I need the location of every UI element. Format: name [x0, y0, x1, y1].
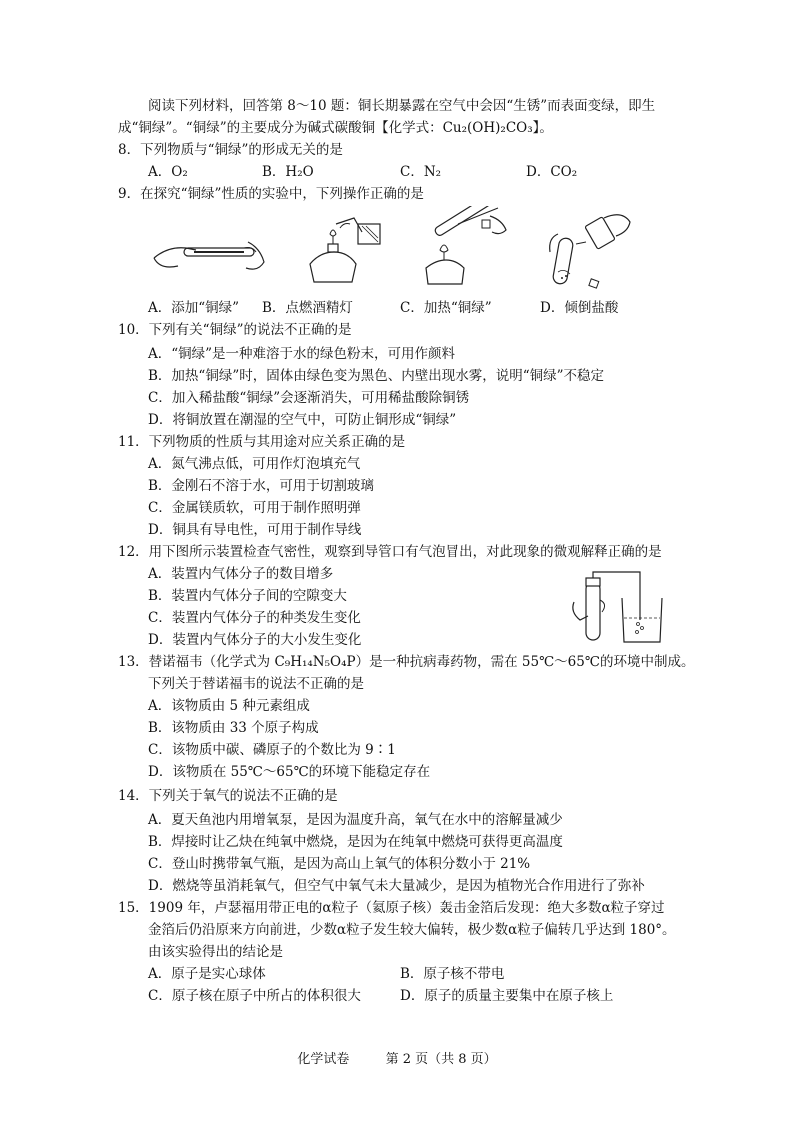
- q9-option-c: C．加热“铜绿”: [400, 300, 492, 316]
- q9-stem: 9．在探究“铜绿”性质的实验中，下列操作正确的是: [118, 186, 424, 202]
- intro-line-2: 成“铜绿”。“铜绿”的主要成分为碱式碳酸铜【化学式：Cu₂(OH)₂CO₃】。: [118, 120, 553, 136]
- q11-option-b: B．金刚石不溶于水，可用于切割玻璃: [148, 478, 374, 494]
- q15-option-c: C．原子核在原子中所占的体积很大: [148, 988, 361, 1004]
- light-alcohol-lamp-figure: [300, 214, 388, 284]
- q8-option-a: A．O₂: [148, 164, 188, 180]
- page-footer: [0, 1048, 794, 1067]
- q8-option-d: D．CO₂: [526, 164, 578, 180]
- q14-stem: 14．下列关于氧气的说法不正确的是: [118, 788, 338, 804]
- q12-option-d: D．装置内气体分子的大小发生变化: [148, 632, 362, 648]
- q13-stem-line-2: 下列关于替诺福韦的说法不正确的是: [148, 676, 364, 692]
- airtightness-apparatus-figure: [566, 568, 666, 648]
- q11-stem: 11．下列物质的性质与其用途对应关系正确的是: [118, 434, 406, 450]
- q10-option-b: B．加热“铜绿”时，固体由绿色变为黑色、内壁出现水雾，说明“铜绿”不稳定: [148, 368, 605, 384]
- q13-option-b: B．该物质由 33 个原子构成: [148, 720, 319, 736]
- q11-option-d: D．铜具有导电性，可用于制作导线: [148, 522, 362, 538]
- intro-line-1: 阅读下列材料，回答第 8～10 题：铜长期暴露在空气中会因“生锈”而表面变绿，即生: [148, 98, 656, 114]
- pour-hydrochloric-acid-figure: [546, 208, 636, 292]
- q15-stem-line-2: 金箔后仍沿原来方向前进，少数α粒子发生较大偏转，极少数α粒子偏转几乎达到 180°。: [148, 922, 676, 938]
- q14-option-b: B．焊接时让乙炔在纯氧中燃烧，是因为在纯氧中燃烧可获得更高温度: [148, 834, 563, 850]
- q13-option-c: C．该物质中碳、磷原子的个数比为 9∶1: [148, 742, 396, 758]
- q12-option-c: C．装置内气体分子的种类发生变化: [148, 610, 361, 626]
- q9-option-d: D．倾倒盐酸: [540, 300, 619, 316]
- q15-option-a: A．原子是实心球体: [148, 966, 266, 982]
- q15-stem-line-3: 由该实验得出的结论是: [148, 944, 283, 960]
- q14-option-a: A．夏天鱼池内用增氧泵，是因为温度升高，氧气在水中的溶解量减少: [148, 812, 563, 828]
- footer-subject: 化学试卷: [297, 1052, 350, 1067]
- q10-stem: 10．下列有关“铜绿”的说法不正确的是: [118, 322, 352, 338]
- q13-option-a: A．该物质由 5 种元素组成: [148, 698, 310, 714]
- footer-page-number: 第 2 页（共 8 页）: [385, 1052, 497, 1067]
- q12-option-b: B．装置内气体分子间的空隙变大: [148, 588, 347, 604]
- q12-option-a: A．装置内气体分子的数目增多: [148, 566, 334, 582]
- add-copper-green-figure: [148, 218, 270, 282]
- heat-copper-green-figure: [418, 206, 514, 286]
- q11-option-c: C．金属镁质软，可用于制作照明弹: [148, 500, 361, 516]
- q13-stem-line-1: 13．替诺福韦（化学式为 C₉H₁₄N₅O₄P）是一种抗病毒药物，需在 55℃～65℃的环境中制成。: [118, 654, 695, 670]
- q12-stem: 12．用下图所示装置检查气密性，观察到导管口有气泡冒出，对此现象的微观解释正确的是: [118, 544, 662, 560]
- q15-option-b: B．原子核不带电: [400, 966, 505, 982]
- q9-option-b: B．点燃酒精灯: [262, 300, 353, 316]
- q14-option-c: C．登山时携带氧气瓶，是因为高山上氧气的体积分数小于 21%: [148, 856, 531, 872]
- q10-option-c: C．加入稀盐酸“铜绿”会逐渐消失，可用稀盐酸除铜锈: [148, 390, 470, 406]
- q9-option-a: A．添加“铜绿”: [148, 300, 240, 316]
- q13-option-d: D．该物质在 55℃～65℃的环境下能稳定存在: [148, 764, 431, 780]
- q8-option-b: B．H₂O: [262, 164, 314, 180]
- q10-option-a: A．“铜绿”是一种难溶于水的绿色粉末，可用作颜料: [148, 346, 456, 362]
- q15-stem-line-1: 15．1909 年，卢瑟福用带正电的α粒子（氦原子核）轰击金箔后发现：绝大多数α粒子穿过: [118, 900, 665, 916]
- q11-option-a: A．氮气沸点低，可用作灯泡填充气: [148, 456, 361, 472]
- q15-option-d: D．原子的质量主要集中在原子核上: [400, 988, 614, 1004]
- q8-stem: 8．下列物质与“铜绿”的形成无关的是: [118, 142, 343, 158]
- q10-option-d: D．将铜放置在潮湿的空气中，可防止铜形成“铜绿”: [148, 412, 457, 428]
- q14-option-d: D．燃烧等虽消耗氧气，但空气中氧气未大量减少，是因为植物光合作用进行了弥补: [148, 878, 645, 894]
- q8-option-c: C．N₂: [400, 164, 442, 180]
